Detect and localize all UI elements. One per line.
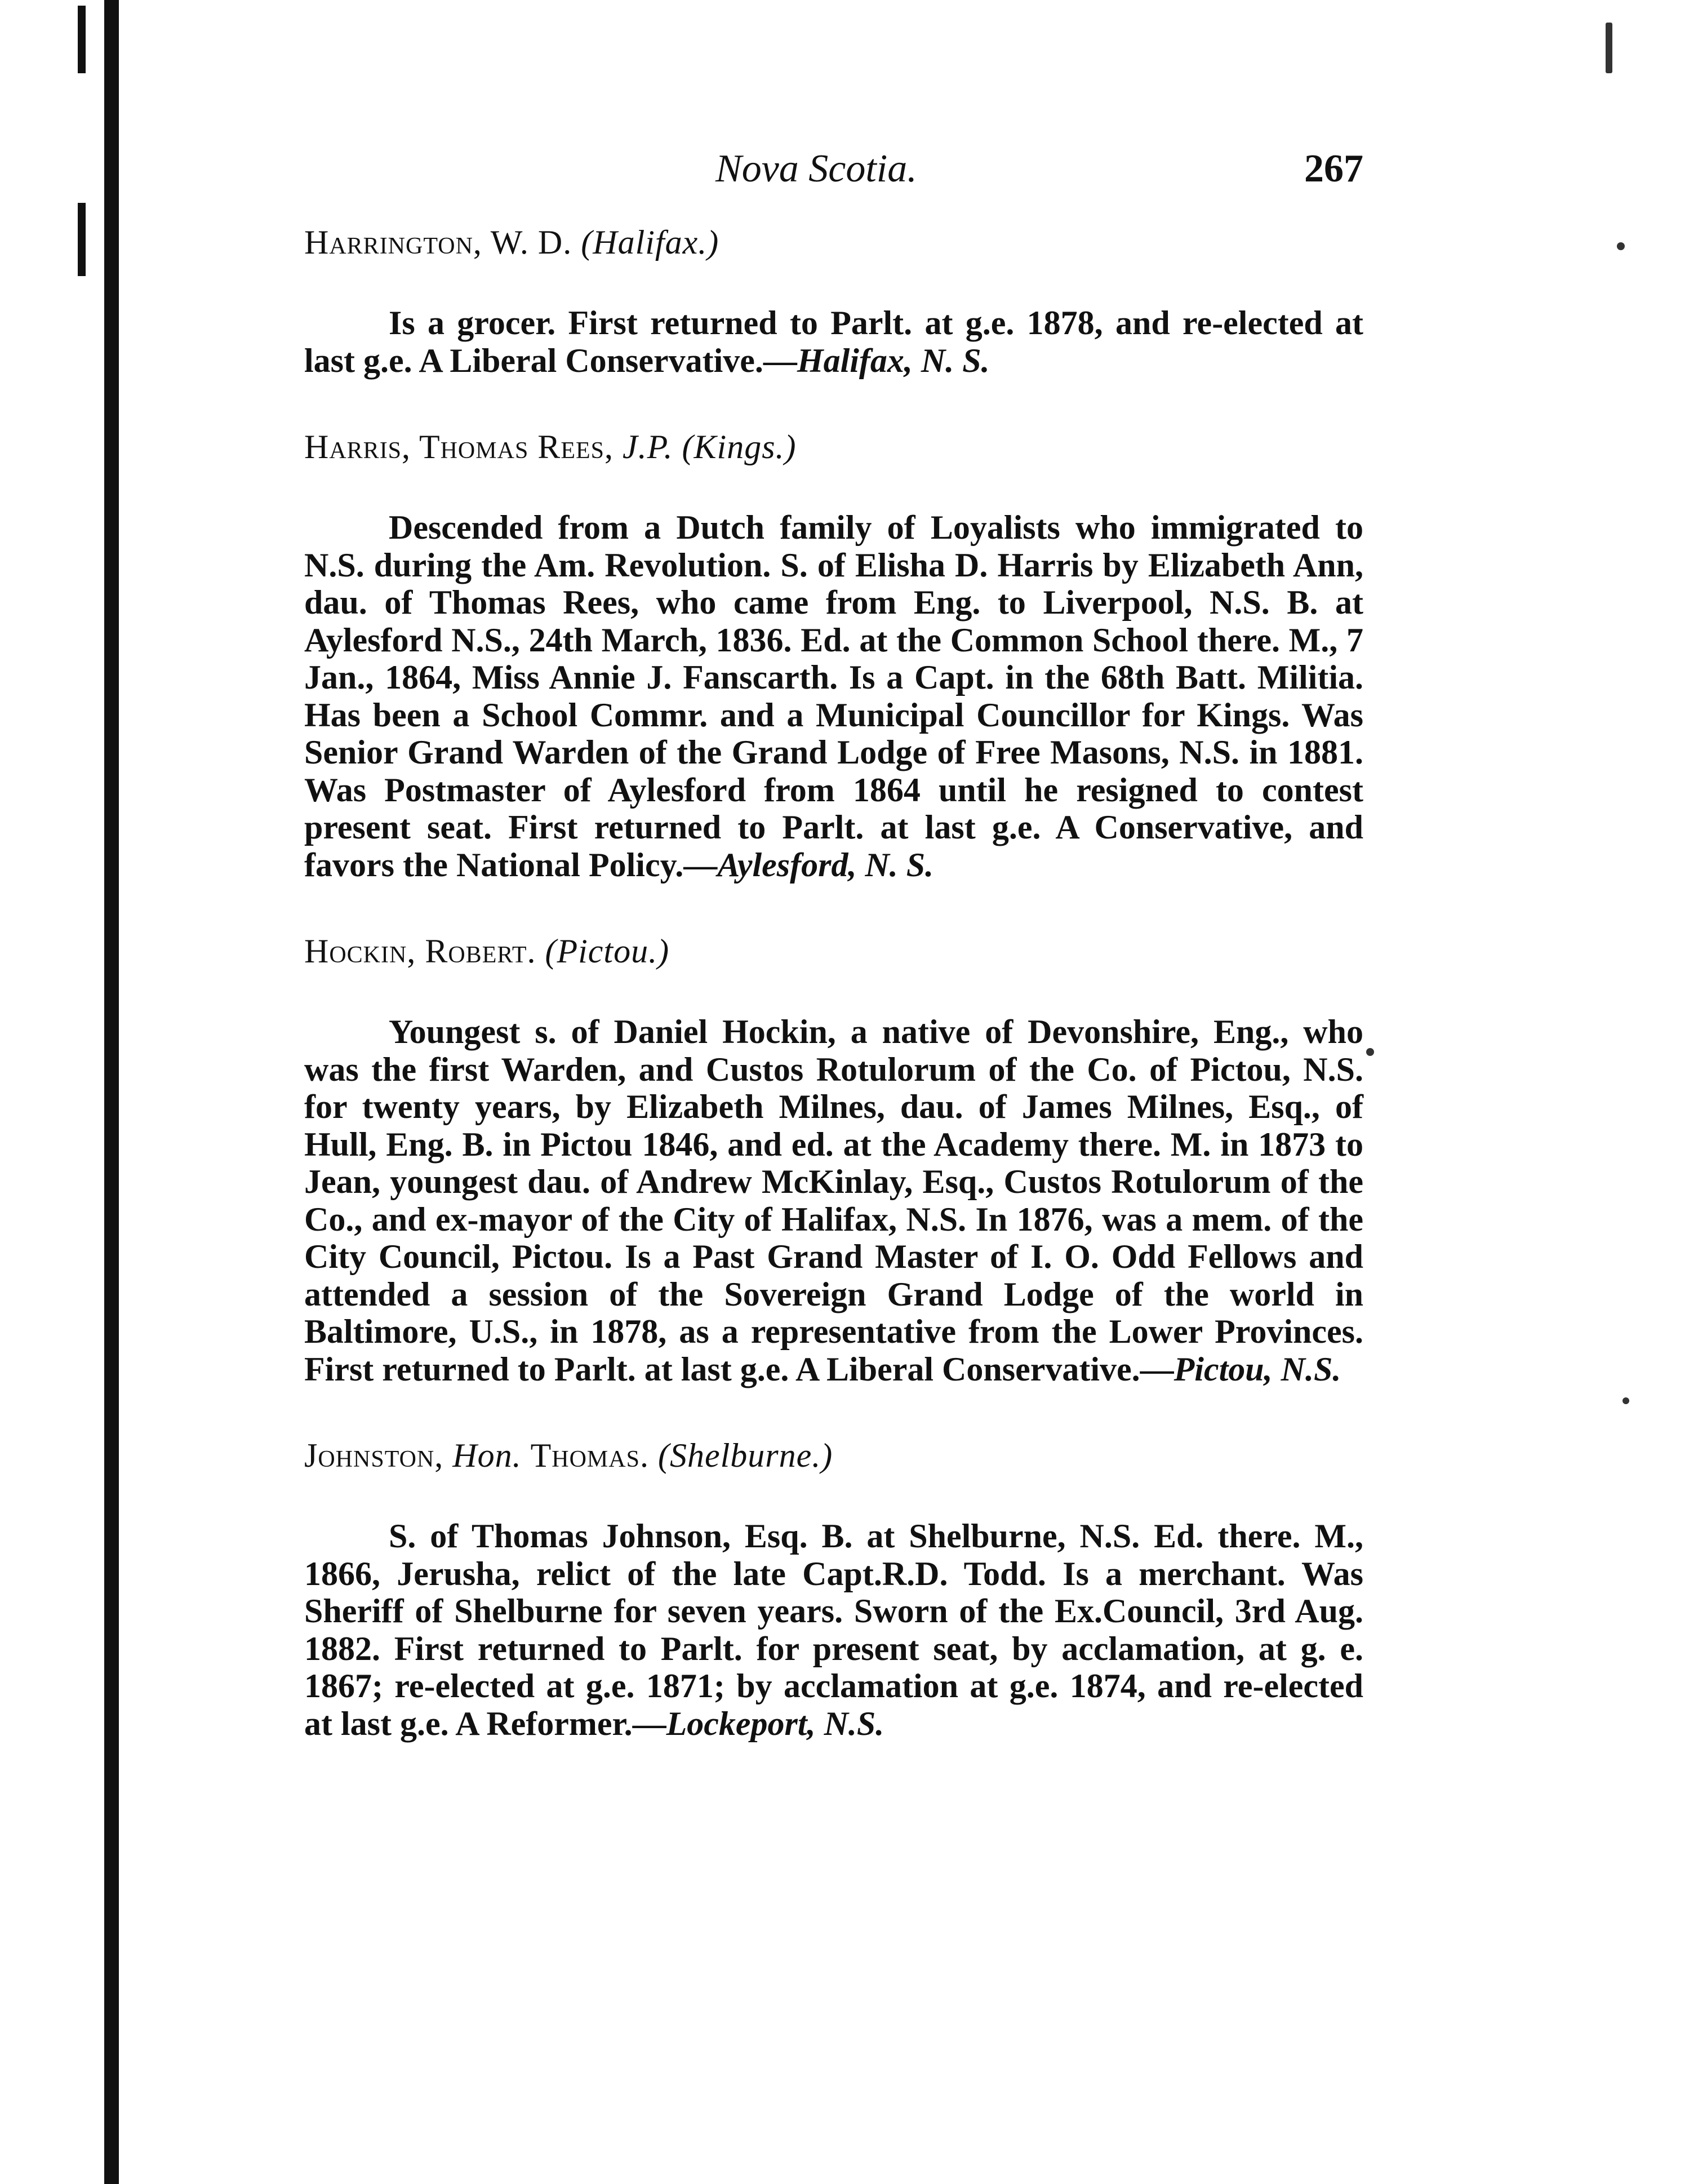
biography-text: Descended from a Dutch family of Loyalists who immigrated to N.S. during the Am. Revolution. S. of Elisha D. Harris by Elizabeth Ann, dau. of Thomas Rees, who came from Eng. to Liverpool, N.S. B. at Aylesford N.S., 24th March, 1836. Ed. at the Common School there. M., 7 Jan., 1864, Miss Annie J. Fanscarth. Is a Capt. in the 68th Batt. Militia. Has been a School Commr. and a Municipal Councillor for Kings. Was Senior Grand Warden of the Grand Lodge of Free Masons, N.S. in 1881. Was Postmaster of Aylesford from 1864 until he resigned to contest present seat. First returned to Parlt. at last g.e. A Conservative, and favors the National Policy.— [304,509,1363,884]
biography-text: Youngest s. of Daniel Hockin, a native of Devonshire, Eng., who was the first Warden, and Custos Rotulorum of the Co. of Pictou, N.S. for twenty years, by Elizabeth Milnes, dau. of James Milnes, Esq., of Hull, Eng. B. in Pictou 1846, and ed. at the Academy there. M. in 1873 to Jean, youngest dau. of Andrew McKinlay, Esq., Custos Rotulorum of the Co., and ex-mayor of the City of Halifax, N.S. In 1876, was a mem. of the City Council, Pictou. Is a Past Grand Master of I. O. Odd Fellows and attended a session of the Sovereign Grand Lodge of the world in Baltimore, U.S., in 1878, as a representative from the Lower Provinces. First returned to Parlt. at last g.e. A Liberal Conservative.— [304,1013,1363,1388]
page-content [304,220,1363,1742]
binding-mark [78,203,86,276]
entry-body [304,509,1363,884]
constituency: (Pictou.) [545,933,670,970]
scan-speck [1622,1397,1629,1404]
entry-johnston [304,1433,1363,1742]
running-title: Nova Scotia. [715,147,917,190]
entry-heading [304,929,1363,974]
constituency: (Halifax.) [581,224,719,261]
residence: Lockeport, N.S. [666,1704,884,1742]
entry-heading [304,220,1363,265]
constituency: (Shelburne.) [657,1437,833,1474]
page-number: 267 [1304,147,1363,190]
residence: Halifax, N. S. [797,341,990,379]
running-head [304,141,1363,203]
biography-text: S. of Thomas Johnson, Esq. B. at Shelburne, N.S. Ed. there. M., 1866, Jerusha, relict of the late Capt.R.D. Todd. Is a merchant. Was Sheriff of Shelburne for seven years. Sworn of the Ex.Council, 3rd Aug. 1882. First returned to Parlt. for present seat, by acclamation, at g. e. 1867; re-elected at g.e. 1871; by acclamation at g.e. 1874, and re-elected at last g.e. A Reformer.— [304,1517,1363,1742]
member-name: Johnston, [304,1437,444,1474]
binding-edge [104,0,119,2184]
residence: Aylesford, N. S. [717,846,934,884]
constituency: (Kings.) [682,428,797,465]
member-given-name: Thomas. [530,1437,649,1474]
entry-body [304,1013,1363,1388]
member-name: Harrington, W. D. [304,224,572,261]
entry-heading [304,424,1363,469]
entry-hockin [304,929,1363,1388]
entry-body [304,1517,1363,1742]
honorific: J.P. [622,428,673,465]
honorific: Hon. [452,1437,522,1474]
member-name: Harris, Thomas Rees, [304,428,614,465]
residence: Pictou, N.S. [1173,1350,1341,1388]
entry-body [304,304,1363,379]
entry-harrington [304,220,1363,379]
scan-speck [1606,23,1612,73]
entry-heading [304,1433,1363,1478]
scan-speck [1617,242,1625,250]
member-name: Hockin, Robert. [304,933,536,970]
binding-mark [78,6,86,73]
biography-text: Is a grocer. First returned to Parlt. at g.e. 1878, and re-elected at last g.e. A Liberal Conservative.— [304,304,1363,379]
entry-harris [304,424,1363,884]
scan-speck [1366,1048,1374,1056]
